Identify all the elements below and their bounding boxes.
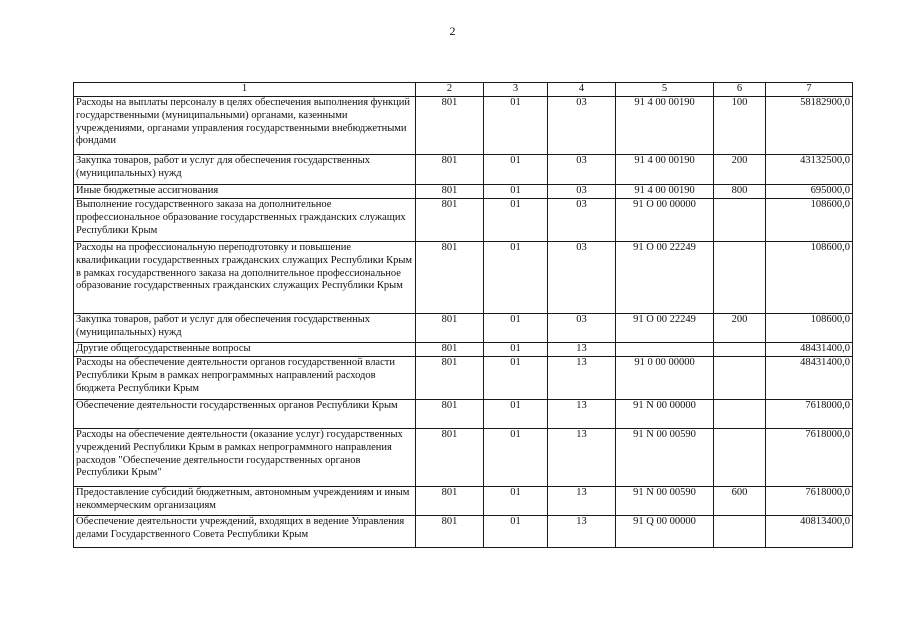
row-expense-type-cell xyxy=(714,199,766,242)
row-subsection-cell: 03 xyxy=(548,155,616,185)
row-amount-cell: 48431400,0 xyxy=(766,357,853,400)
row-name-cell: Расходы на обеспечение деятельности (оказание услуг) государственных учреждений Республики Крым в рамках непрограммного направления расходов "Обеспечение деятельности государственных органов Республики Крым" xyxy=(74,429,416,487)
row-ved-cell: 801 xyxy=(416,242,484,314)
row-target-article-cell: 91 4 00 00190 xyxy=(616,155,714,185)
column-header: 6 xyxy=(714,83,766,97)
table-row xyxy=(74,155,853,185)
row-expense-type-cell: 100 xyxy=(714,97,766,155)
row-subsection-cell: 03 xyxy=(548,314,616,343)
page-number: 2 xyxy=(449,24,456,38)
row-section-cell: 01 xyxy=(484,429,548,487)
table-row xyxy=(74,242,853,314)
row-name-cell: Закупка товаров, работ и услуг для обеспечения государственных (муниципальных) нужд xyxy=(74,155,416,185)
table-row xyxy=(74,185,853,199)
row-ved-cell: 801 xyxy=(416,314,484,343)
row-section-cell: 01 xyxy=(484,343,548,357)
row-section-cell: 01 xyxy=(484,314,548,343)
row-name-cell: Выполнение государственного заказа на дополнительное профессиональное образование государственных гражданских служащих Республики Крым xyxy=(74,199,416,242)
table-row xyxy=(74,357,853,400)
row-subsection-cell: 13 xyxy=(548,400,616,429)
table-row xyxy=(74,343,853,357)
row-subsection-cell: 03 xyxy=(548,199,616,242)
row-expense-type-cell: 200 xyxy=(714,155,766,185)
row-name-cell: Предоставление субсидий бюджетным, автономным учреждениям и иным некоммерческим организациям xyxy=(74,487,416,516)
column-header: 3 xyxy=(484,83,548,97)
budget-table xyxy=(73,82,853,548)
row-amount-cell: 7618000,0 xyxy=(766,429,853,487)
column-header: 1 xyxy=(74,83,416,97)
row-target-article-cell: 91 Q 00 00000 xyxy=(616,516,714,548)
row-subsection-cell: 13 xyxy=(548,429,616,487)
row-expense-type-cell xyxy=(714,357,766,400)
table-row xyxy=(74,516,853,548)
row-name-cell: Расходы на профессиональную переподготовку и повышение квалификации государственных гражданских служащих Республики Крым в рамках государственного заказа на дополнительное профессиональное образование государственных гражданских служащих Республики Крым xyxy=(74,242,416,314)
row-target-article-cell: 91 N 00 00000 xyxy=(616,400,714,429)
row-expense-type-cell xyxy=(714,400,766,429)
row-amount-cell: 695000,0 xyxy=(766,185,853,199)
row-subsection-cell: 03 xyxy=(548,97,616,155)
row-expense-type-cell xyxy=(714,429,766,487)
row-expense-type-cell xyxy=(714,242,766,314)
row-target-article-cell: 91 N 00 00590 xyxy=(616,487,714,516)
row-amount-cell: 43132500,0 xyxy=(766,155,853,185)
table-row xyxy=(74,487,853,516)
row-subsection-cell: 13 xyxy=(548,357,616,400)
row-expense-type-cell: 200 xyxy=(714,314,766,343)
row-target-article-cell: 91 O 00 22249 xyxy=(616,314,714,343)
row-expense-type-cell xyxy=(714,516,766,548)
row-ved-cell: 801 xyxy=(416,516,484,548)
row-ved-cell: 801 xyxy=(416,199,484,242)
row-amount-cell: 40813400,0 xyxy=(766,516,853,548)
row-name-cell: Закупка товаров, работ и услуг для обеспечения государственных (муниципальных) нужд xyxy=(74,314,416,343)
table-row xyxy=(74,400,853,429)
row-subsection-cell: 03 xyxy=(548,242,616,314)
row-section-cell: 01 xyxy=(484,516,548,548)
row-section-cell: 01 xyxy=(484,242,548,314)
row-subsection-cell: 13 xyxy=(548,487,616,516)
row-section-cell: 01 xyxy=(484,155,548,185)
table-row xyxy=(74,314,853,343)
row-name-cell: Обеспечение деятельности учреждений, входящих в ведение Управления делами Государственного Совета Республики Крым xyxy=(74,516,416,548)
row-subsection-cell: 13 xyxy=(548,516,616,548)
row-amount-cell: 48431400,0 xyxy=(766,343,853,357)
column-header: 2 xyxy=(416,83,484,97)
row-name-cell: Расходы на обеспечение деятельности органов государственной власти Республики Крым в рамках непрограммных направлений расходов бюджета Республики Крым xyxy=(74,357,416,400)
row-name-cell: Обеспечение деятельности государственных органов Республики Крым xyxy=(74,400,416,429)
row-name-cell: Другие общегосударственные вопросы xyxy=(74,343,416,357)
row-section-cell: 01 xyxy=(484,487,548,516)
row-subsection-cell: 13 xyxy=(548,343,616,357)
row-target-article-cell: 91 0 00 00000 xyxy=(616,357,714,400)
row-ved-cell: 801 xyxy=(416,357,484,400)
row-ved-cell: 801 xyxy=(416,429,484,487)
row-section-cell: 01 xyxy=(484,199,548,242)
row-section-cell: 01 xyxy=(484,400,548,429)
column-header: 4 xyxy=(548,83,616,97)
table-row xyxy=(74,97,853,155)
row-target-article-cell: 91 N 00 00590 xyxy=(616,429,714,487)
row-target-article-cell: 91 4 00 00190 xyxy=(616,97,714,155)
table-row xyxy=(74,429,853,487)
row-amount-cell: 7618000,0 xyxy=(766,487,853,516)
row-expense-type-cell xyxy=(714,343,766,357)
row-amount-cell: 58182900,0 xyxy=(766,97,853,155)
row-ved-cell: 801 xyxy=(416,343,484,357)
row-ved-cell: 801 xyxy=(416,487,484,516)
row-subsection-cell: 03 xyxy=(548,185,616,199)
row-amount-cell: 108600,0 xyxy=(766,199,853,242)
table-row xyxy=(74,199,853,242)
row-amount-cell: 7618000,0 xyxy=(766,400,853,429)
row-target-article-cell: 91 4 00 00190 xyxy=(616,185,714,199)
row-section-cell: 01 xyxy=(484,97,548,155)
column-header: 5 xyxy=(616,83,714,97)
row-name-cell: Иные бюджетные ассигнования xyxy=(74,185,416,199)
column-header: 7 xyxy=(766,83,853,97)
row-amount-cell: 108600,0 xyxy=(766,314,853,343)
row-name-cell: Расходы на выплаты персоналу в целях обеспечения выполнения функций государственными (муниципальными) органами, казенными учреждениями, органами управления государственными внебюджетными фондами xyxy=(74,97,416,155)
row-section-cell: 01 xyxy=(484,185,548,199)
row-ved-cell: 801 xyxy=(416,185,484,199)
row-ved-cell: 801 xyxy=(416,97,484,155)
row-target-article-cell: 91 O 00 00000 xyxy=(616,199,714,242)
row-expense-type-cell: 800 xyxy=(714,185,766,199)
row-target-article-cell xyxy=(616,343,714,357)
row-target-article-cell: 91 O 00 22249 xyxy=(616,242,714,314)
row-ved-cell: 801 xyxy=(416,400,484,429)
header-row xyxy=(74,83,853,97)
row-section-cell: 01 xyxy=(484,357,548,400)
row-ved-cell: 801 xyxy=(416,155,484,185)
row-amount-cell: 108600,0 xyxy=(766,242,853,314)
row-expense-type-cell: 600 xyxy=(714,487,766,516)
